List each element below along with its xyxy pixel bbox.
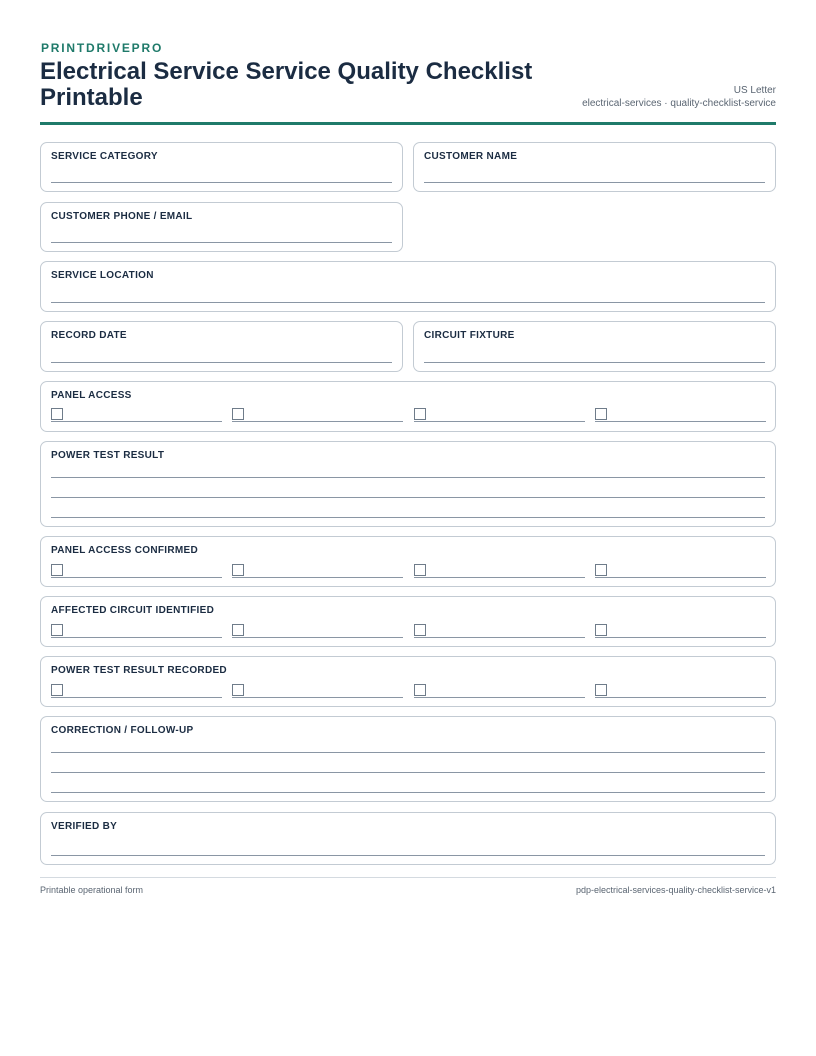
affected-circuit-identified-option-1[interactable] [51, 624, 222, 638]
affected-circuit-identified-option-3[interactable] [414, 624, 585, 638]
customer-phone-email-input-line[interactable] [51, 242, 392, 243]
option-line [51, 421, 222, 422]
option-line [414, 697, 585, 698]
panel-access-confirmed-option-1[interactable] [51, 564, 222, 578]
paper-size: US Letter [733, 85, 776, 96]
service-category-label: SERVICE CATEGORY [51, 151, 158, 162]
service-category-input-line[interactable] [51, 182, 392, 183]
power-test-result-recorded-field [40, 656, 776, 707]
option-line [595, 637, 766, 638]
power-test-result-recorded-option-2[interactable] [232, 684, 403, 698]
record-date-label: RECORD DATE [51, 330, 127, 341]
footer-form-id: pdp-electrical-services-quality-checklist-service-v1 [575, 885, 776, 895]
option-line [232, 577, 403, 578]
power-test-result-recorded-option-3[interactable] [414, 684, 585, 698]
power-test-result-recorded-option-4[interactable] [595, 684, 766, 698]
panel-access-option-2[interactable] [232, 408, 403, 422]
panel-access-field [40, 381, 776, 432]
panel-access-confirmed-field [40, 536, 776, 587]
option-line [51, 577, 222, 578]
checkbox[interactable] [51, 684, 63, 696]
brand-name: PRINTDRIVEPRO [41, 41, 164, 55]
correction-follow-up-label: CORRECTION / FOLLOW-UP [51, 725, 194, 736]
option-line [232, 697, 403, 698]
header-divider [40, 122, 776, 125]
panel-access-option-1[interactable] [51, 408, 222, 422]
service-location-field [40, 261, 776, 312]
customer-name-field [413, 142, 776, 192]
checkbox[interactable] [232, 564, 244, 576]
document-tags: electrical-services · quality-checklist-service [582, 98, 776, 109]
option-line [232, 637, 403, 638]
power-test-result-line-2[interactable] [51, 497, 765, 498]
footer-form-type: Printable operational form [40, 885, 144, 895]
option-line [595, 421, 766, 422]
panel-access-option-3[interactable] [414, 408, 585, 422]
customer-phone-email-label: CUSTOMER PHONE / EMAIL [51, 211, 193, 222]
page-title: Electrical Service Service Quality Checklist Printable [40, 58, 533, 111]
checkbox[interactable] [414, 564, 426, 576]
option-line [51, 697, 222, 698]
customer-name-input-line[interactable] [424, 182, 765, 183]
panel-access-label: PANEL ACCESS [51, 390, 132, 401]
affected-circuit-identified-label: AFFECTED CIRCUIT IDENTIFIED [51, 605, 215, 616]
checkbox[interactable] [414, 408, 426, 420]
option-line [414, 421, 585, 422]
panel-access-confirmed-option-3[interactable] [414, 564, 585, 578]
service-location-input-line[interactable] [51, 302, 765, 303]
checkbox[interactable] [595, 564, 607, 576]
verified-by-label: VERIFIED BY [51, 821, 118, 832]
checkbox[interactable] [51, 624, 63, 636]
power-test-result-recorded-label: POWER TEST RESULT RECORDED [51, 665, 227, 676]
power-test-result-label: POWER TEST RESULT [51, 450, 165, 461]
checkbox[interactable] [595, 408, 607, 420]
checkbox[interactable] [51, 564, 63, 576]
power-test-result-field [40, 441, 776, 527]
correction-follow-up-line-1[interactable] [51, 752, 765, 753]
document-meta [582, 84, 776, 110]
checkbox[interactable] [51, 408, 63, 420]
power-test-result-line-3[interactable] [51, 517, 765, 518]
affected-circuit-identified-option-2[interactable] [232, 624, 403, 638]
checkbox[interactable] [232, 624, 244, 636]
checkbox[interactable] [232, 408, 244, 420]
option-line [595, 697, 766, 698]
verified-by-input-line[interactable] [51, 855, 765, 856]
footer-divider [40, 877, 776, 878]
panel-access-confirmed-option-2[interactable] [232, 564, 403, 578]
service-category-field [40, 142, 403, 192]
power-test-result-line-1[interactable] [51, 477, 765, 478]
panel-access-option-4[interactable] [595, 408, 766, 422]
option-line [595, 577, 766, 578]
checkbox[interactable] [414, 684, 426, 696]
power-test-result-recorded-option-1[interactable] [51, 684, 222, 698]
record-date-input-line[interactable] [51, 362, 392, 363]
checkbox[interactable] [595, 624, 607, 636]
affected-circuit-identified-field [40, 596, 776, 647]
correction-follow-up-line-2[interactable] [51, 772, 765, 773]
panel-access-confirmed-label: PANEL ACCESS CONFIRMED [51, 545, 198, 556]
affected-circuit-identified-option-4[interactable] [595, 624, 766, 638]
option-line [414, 637, 585, 638]
circuit-fixture-input-line[interactable] [424, 362, 765, 363]
verified-by-field [40, 812, 776, 865]
option-line [51, 637, 222, 638]
customer-name-label: CUSTOMER NAME [424, 151, 518, 162]
checkbox[interactable] [232, 684, 244, 696]
circuit-fixture-label: CIRCUIT FIXTURE [424, 330, 515, 341]
option-line [414, 577, 585, 578]
circuit-fixture-field [413, 321, 776, 372]
checkbox[interactable] [414, 624, 426, 636]
record-date-field [40, 321, 403, 372]
panel-access-confirmed-option-4[interactable] [595, 564, 766, 578]
customer-phone-email-field [40, 202, 403, 252]
correction-follow-up-field [40, 716, 776, 802]
option-line [232, 421, 403, 422]
service-location-label: SERVICE LOCATION [51, 270, 154, 281]
checkbox[interactable] [595, 684, 607, 696]
correction-follow-up-line-3[interactable] [51, 792, 765, 793]
